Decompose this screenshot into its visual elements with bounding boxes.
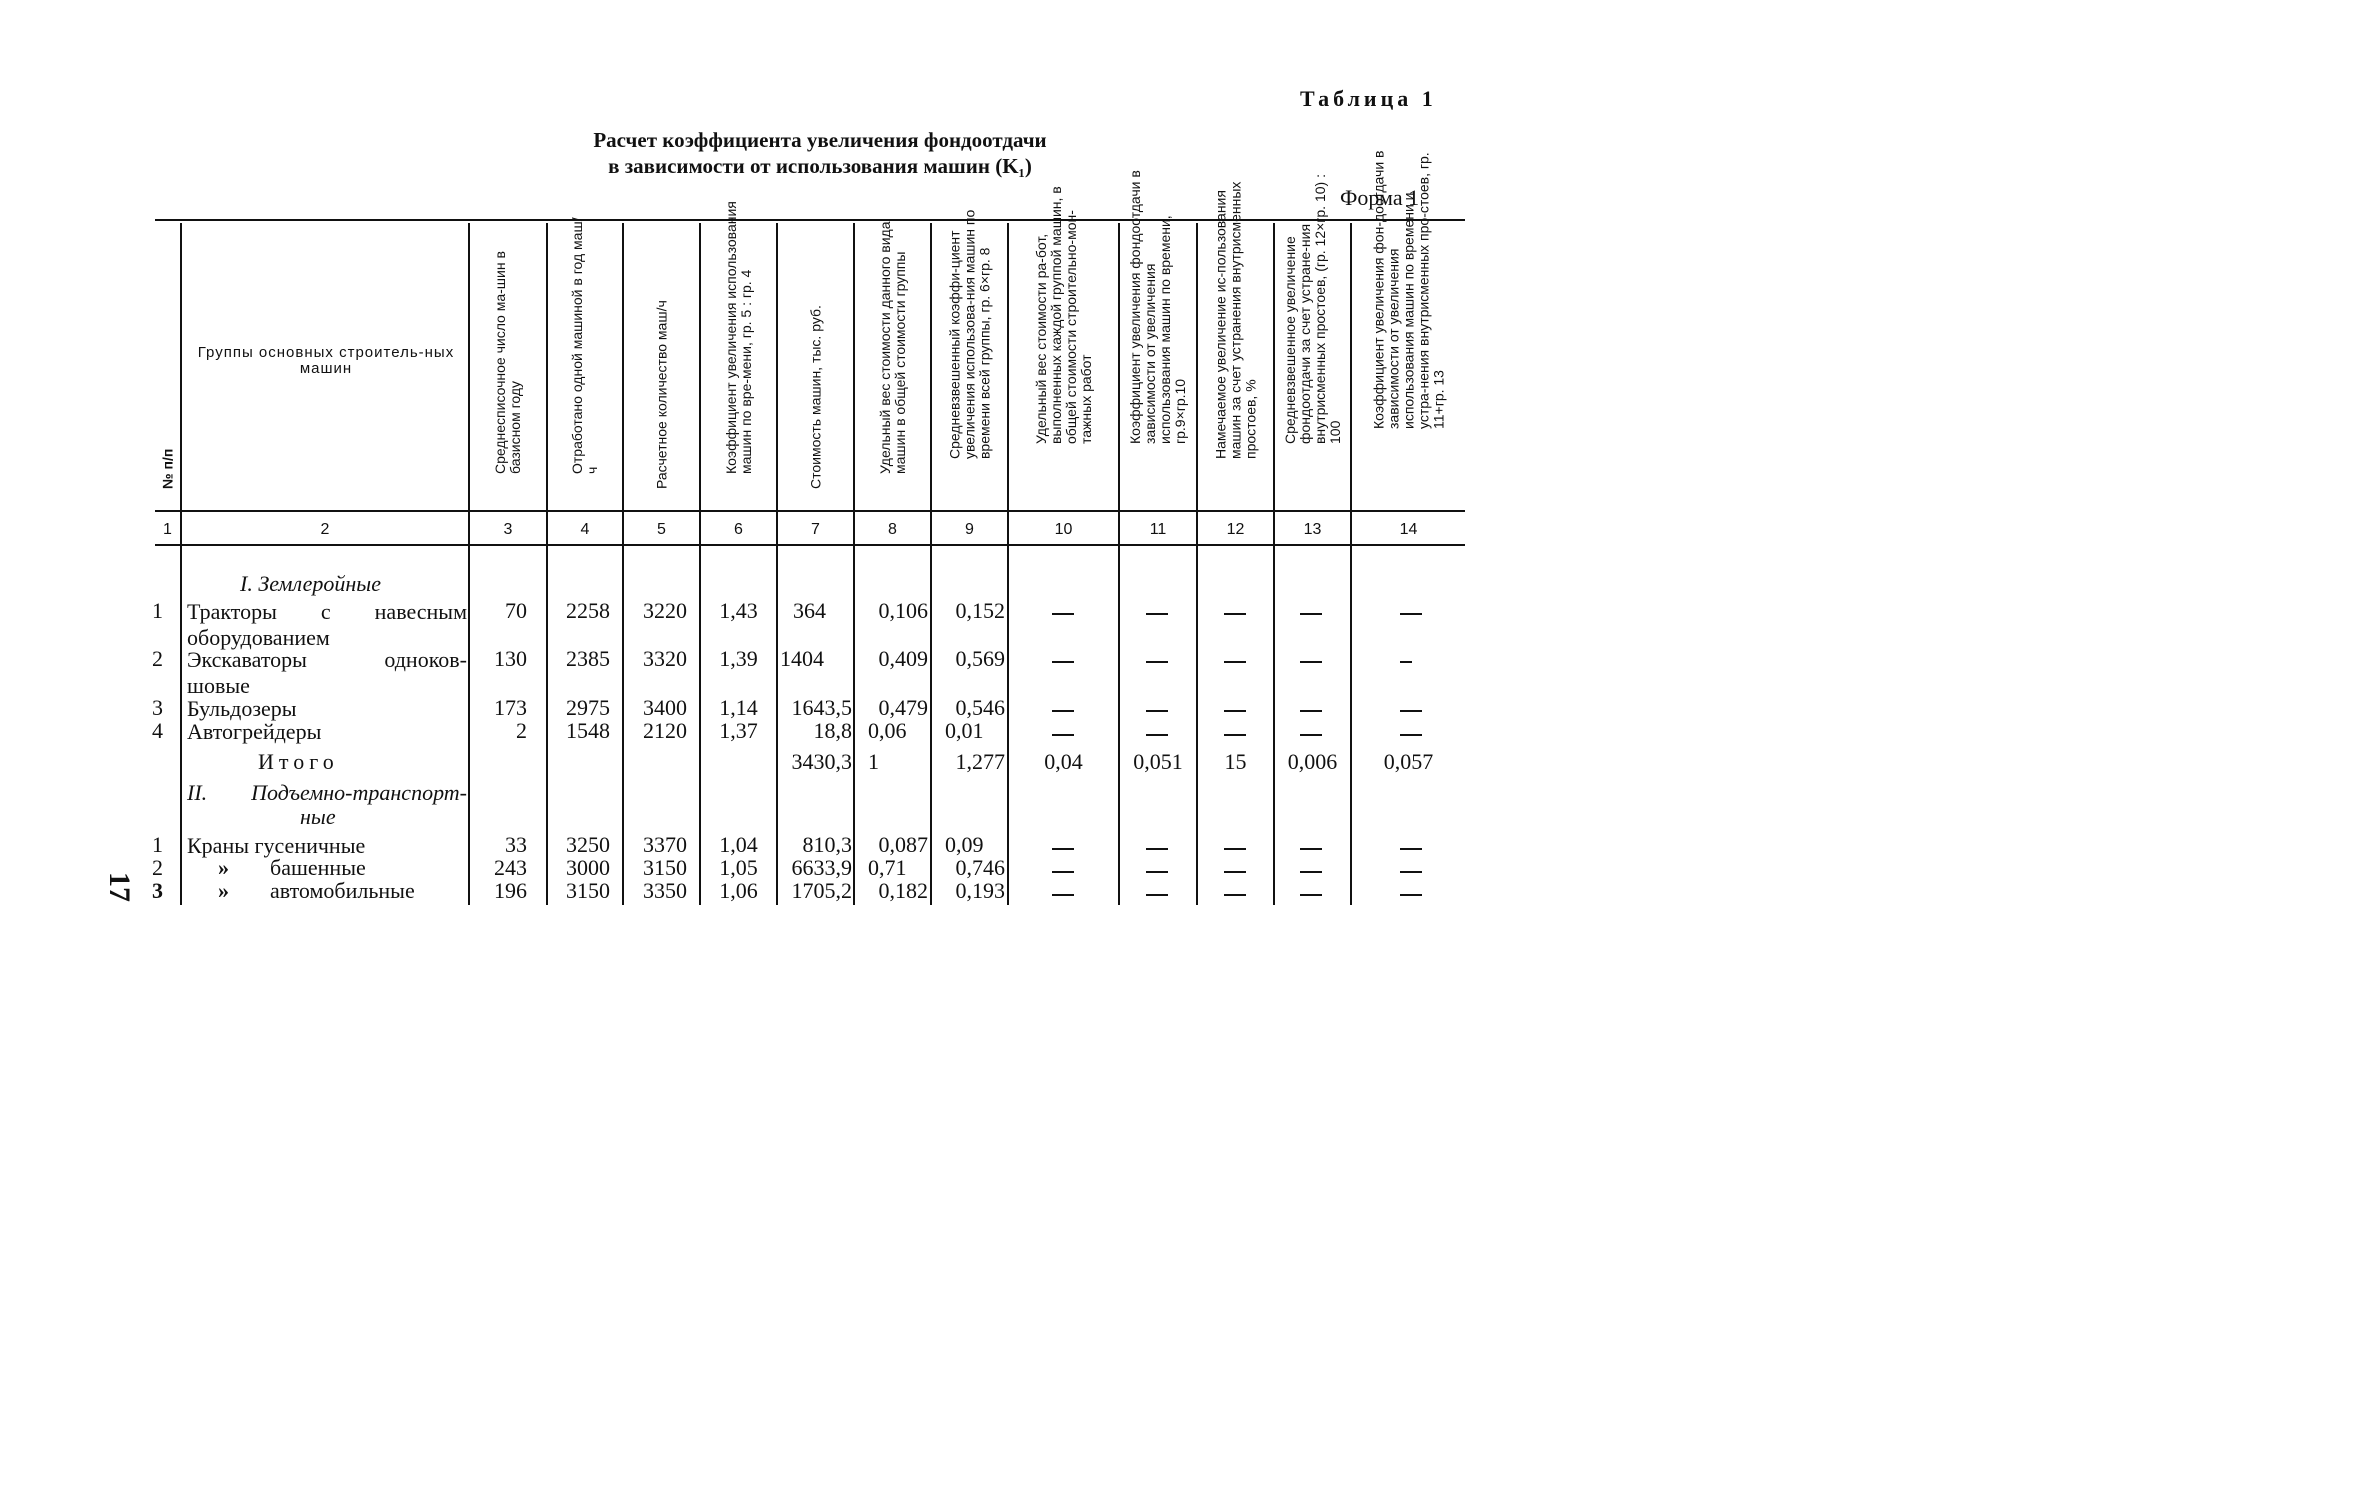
section-title-lifting: II. Подъемно-транспорт- (187, 780, 467, 805)
cell-c7: 1705,2 (791, 878, 852, 903)
total-label: Итого (258, 749, 339, 774)
empty-dash (1224, 848, 1246, 850)
header-text-9: Средневзвешенный коэффи-циент увеличения использова-ния машин по времени всей группы, гр. 6×гр. 8 (946, 209, 992, 459)
empty-dash (1300, 661, 1322, 663)
header-cell-3 (470, 223, 546, 508)
cell-c5: 3320 (643, 646, 687, 671)
empty-dash (1300, 734, 1322, 736)
cell-c4: 2975 (566, 695, 610, 720)
cell-c4: 2258 (566, 598, 610, 623)
cell-c3: 70 (505, 598, 527, 623)
form-label: Форма 1 (1340, 185, 1420, 210)
column-number: 9 (965, 521, 974, 538)
empty-dash (1146, 661, 1168, 663)
header-text-6: Коэффициент увеличения использования машин по вре-мени, гр. 5 : гр. 4 (722, 201, 754, 474)
row-name: башенные (270, 855, 366, 880)
cell-c8: 0,06 (868, 718, 907, 743)
cell-c8: 0,479 (878, 695, 928, 720)
table-top-rule (155, 219, 1465, 221)
row-number: 4 (152, 718, 163, 743)
empty-dash (1052, 871, 1074, 873)
cell-c5: 3370 (643, 832, 687, 857)
cell-c3: 2 (516, 718, 527, 743)
column-number: 10 (1054, 521, 1073, 538)
row-number: 3 (152, 878, 163, 903)
row-name: Краны гусеничные (187, 833, 366, 858)
empty-dash (1224, 661, 1246, 663)
empty-dash (1224, 613, 1246, 615)
empty-dash (1224, 710, 1246, 712)
column-number: 4 (580, 521, 590, 538)
header-cell-11 (1120, 170, 1196, 508)
column-number: 2 (320, 521, 330, 538)
cell-c4: 2385 (566, 646, 610, 671)
row-name: Экскаваторы однoков- (187, 647, 467, 672)
cell-c6: 1,37 (719, 718, 758, 743)
cell-c5: 3150 (643, 855, 687, 880)
total-c10: 0,04 (1044, 749, 1083, 774)
row-number: 2 (152, 646, 163, 671)
header-text-1: № п/п (159, 448, 175, 489)
row-number: 2 (152, 855, 163, 880)
header-cell-1 (155, 223, 180, 508)
empty-dash (1052, 613, 1074, 615)
cell-c9: 0,01 (945, 718, 984, 743)
empty-dash (1300, 613, 1322, 615)
row-number: 1 (152, 598, 163, 623)
total-c7: 3430,3 (791, 749, 852, 774)
cell-c8: 0,106 (878, 598, 928, 623)
row-name-cont: оборудованием (187, 625, 330, 650)
cell-c6: 1,05 (719, 855, 758, 880)
column-number: 12 (1226, 521, 1245, 538)
empty-dash (1224, 894, 1246, 896)
header-text-2: Группы основных строитель-ных машин (197, 344, 455, 377)
ditto-mark: » (218, 878, 229, 903)
empty-dash (1400, 710, 1422, 712)
empty-dash (1052, 848, 1074, 850)
cell-c4: 3250 (566, 832, 610, 857)
header-text-7: Стоимость машин, тыс. руб. (807, 305, 823, 489)
column-number: 7 (811, 521, 820, 538)
cell-c7: 1404 (780, 646, 824, 671)
column-number: 5 (657, 521, 666, 538)
cell-c8: 0,087 (878, 832, 928, 857)
empty-dash (1224, 871, 1246, 873)
section-title-earthmoving: I. Землеройные (240, 571, 381, 596)
empty-dash (1400, 894, 1422, 896)
total-c13: 0,006 (1287, 749, 1338, 774)
empty-dash (1146, 848, 1168, 850)
cell-c5: 3220 (643, 598, 687, 623)
column-number: 14 (1399, 521, 1418, 538)
cell-c6: 1,14 (719, 695, 758, 720)
header-text-12: Намечаемое увеличение ис-пользования машин за счет устранения внутрисменных простоев, % (1212, 181, 1258, 459)
cell-c7: 364 (793, 598, 826, 623)
header-text-14: Коэффициент увеличения фон-доотдачи в зависимости от увеличения использования машин по времени и устра-нения внутрисменных про-стоев, гр. 11+гр. 13 (1370, 150, 1446, 429)
cell-c6: 1,43 (719, 598, 758, 623)
cell-c7: 18,8 (813, 718, 852, 743)
row-number: 1 (152, 832, 163, 857)
cell-c9: 0,09 (945, 832, 984, 857)
cell-c9: 0,152 (955, 598, 1005, 623)
header-cell-8 (855, 223, 930, 508)
cell-c5: 3400 (643, 695, 687, 720)
cell-c4: 1548 (566, 718, 610, 743)
cell-c6: 1,04 (719, 832, 758, 857)
header-text-10: Удельный вес стоимости ра-бот, выполненных каждой группой машин, в общей стоимости строительно-мон-тажных работ (1032, 186, 1094, 444)
cell-c7: 810,3 (802, 832, 852, 857)
empty-dash (1300, 894, 1322, 896)
empty-dash (1400, 734, 1422, 736)
table-title-line1: Расчет коэффициента увеличения фондоотдачи (593, 128, 1047, 152)
header-text-13: Средневзвешенное увеличение фондоотдачи за счет устране-ния внутрисменных простоев, (гр. 12×гр. 10) : 100 (1281, 174, 1343, 444)
cell-c5: 3350 (643, 878, 687, 903)
empty-dash (1400, 613, 1422, 615)
row-number: 3 (152, 695, 163, 720)
column-number: 8 (888, 521, 897, 538)
cell-c7: 1643,5 (791, 695, 852, 720)
column-number: 11 (1149, 521, 1167, 538)
empty-dash (1146, 710, 1168, 712)
cell-c3: 173 (494, 695, 527, 720)
row-name: Бульдозеры (187, 696, 297, 721)
row-name: Автогрейдеры (187, 719, 322, 744)
cell-c9: 0,746 (955, 855, 1005, 880)
empty-dash (1300, 871, 1322, 873)
cell-c3: 33 (505, 832, 527, 857)
empty-dash (1300, 848, 1322, 850)
page-number: 17 (103, 872, 136, 902)
total-c14: 0,057 (1383, 749, 1434, 774)
column-number: 13 (1303, 521, 1322, 538)
cell-c5: 2120 (643, 718, 687, 743)
total-c12: 15 (1224, 749, 1247, 774)
cell-c8: 0,409 (878, 646, 928, 671)
cell-c9: 0,546 (955, 695, 1005, 720)
empty-dash (1400, 848, 1422, 850)
header-text-11: Коэффициент увеличения фондоотдачи в зависимости от увеличения использования машин по времени, гр.9×гр.10 (1127, 170, 1188, 444)
empty-dash (1052, 894, 1074, 896)
cell-c4: 3150 (566, 878, 610, 903)
ditto-mark: » (218, 855, 229, 880)
empty-dash (1224, 734, 1246, 736)
cell-c7: 6633,9 (791, 855, 852, 880)
header-text-5: Расчетное количество маш/ч (653, 300, 669, 489)
header-cell-4 (548, 217, 622, 508)
empty-dash (1300, 710, 1322, 712)
empty-dash (1146, 894, 1168, 896)
total-c9: 1,277 (955, 749, 1005, 774)
header-text-8: Удельный вес стоимости данного вида машин в общей стоимости группы (876, 221, 908, 474)
col-divider (180, 223, 182, 905)
empty-dash (1146, 871, 1168, 873)
total-c8: 1 (868, 749, 879, 774)
empty-dash (1400, 661, 1412, 663)
total-c11: 0,051 (1133, 749, 1183, 774)
column-number: 3 (503, 521, 513, 538)
header-cell-10 (1009, 186, 1118, 508)
cell-c9: 0,569 (955, 646, 1005, 671)
header-number-rule (155, 510, 1465, 512)
table-label: Таблица 1 (1300, 86, 1437, 111)
header-cell-13 (1275, 174, 1350, 508)
cell-c9: 0,193 (955, 878, 1005, 903)
empty-dash (1146, 734, 1168, 736)
header-text-3: Среднесписочное число ма-шин в базисном году (492, 251, 523, 474)
empty-dash (1052, 661, 1074, 663)
column-number: 6 (734, 521, 743, 538)
table-title-line2: в зависимости от использования машин (K₁) (608, 154, 1032, 178)
section-title-lifting-cont: ные (300, 804, 336, 829)
header-cell-6 (701, 201, 776, 508)
header-cell-5 (624, 223, 699, 508)
cell-c3: 243 (494, 855, 527, 880)
cell-c8: 0,71 (868, 855, 907, 880)
empty-dash (1400, 871, 1422, 873)
header-text-4: Отработано одной машиной в год маш/ч (569, 217, 600, 474)
row-name: Тракторы с навесным (187, 599, 467, 624)
column-number: 1 (163, 521, 172, 538)
empty-dash (1146, 613, 1168, 615)
cell-c4: 3000 (566, 855, 610, 880)
cell-c3: 196 (494, 878, 527, 903)
empty-dash (1052, 710, 1074, 712)
row-name-cont: шовые (187, 673, 250, 698)
cell-c3: 130 (494, 646, 527, 671)
cell-c8: 0,182 (878, 878, 928, 903)
header-cell-12 (1198, 181, 1273, 508)
header-cell-7 (778, 223, 853, 508)
empty-dash (1052, 734, 1074, 736)
row-name: автомобильные (270, 878, 415, 903)
cell-c6: 1,39 (719, 646, 758, 671)
header-bottom-rule (155, 544, 1465, 546)
cell-c6: 1,06 (719, 878, 758, 903)
header-cell-9 (932, 209, 1007, 508)
